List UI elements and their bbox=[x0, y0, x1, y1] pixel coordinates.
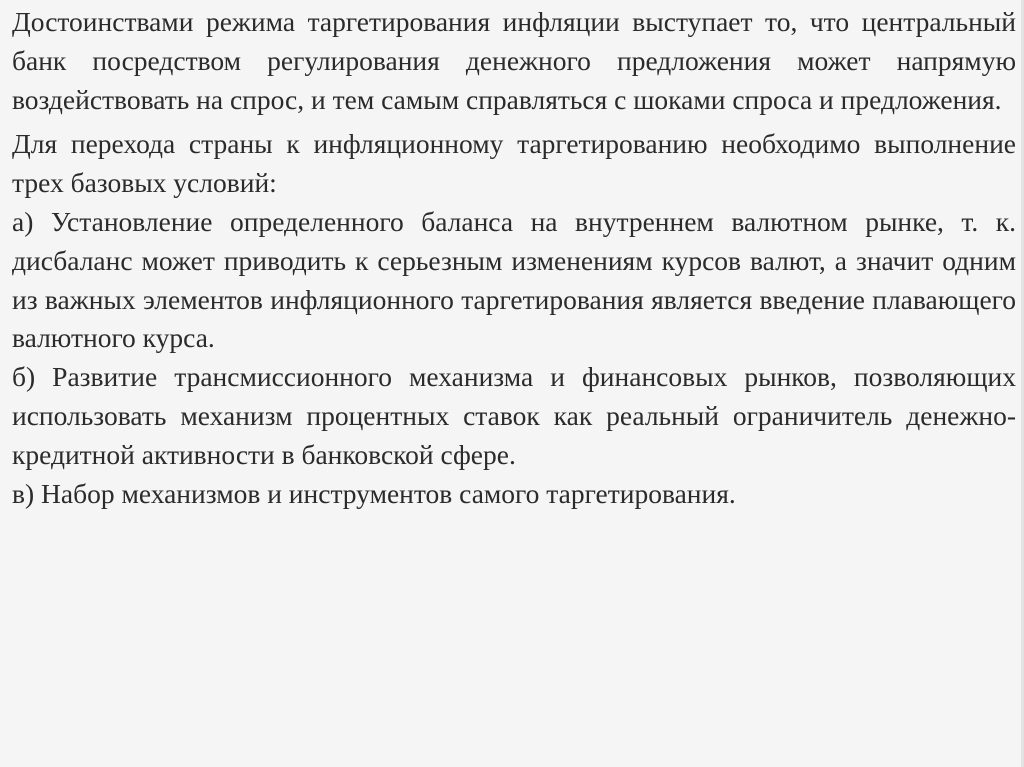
list-item-a: а) Установление определенного баланса на внутреннем валютном рынке, т. к. дисбаланс может приводить к серьезным изменениям курсов валют, а значит одним из важных элементов инфляционного таргетирования является введение плавающего валютного курса. bbox=[12, 205, 1016, 354]
list-item-c: в) Набор механизмов и инструментов самого таргетирования. bbox=[12, 477, 736, 509]
document-body bbox=[12, 3, 1016, 513]
list-item-b: б) Развитие трансмиссионного механизма и финансовых рынков, позволяющих использовать механизм процентных ставок как реальный ограничитель денежно-кредитной активности в банковской сфере. bbox=[12, 361, 1016, 470]
paragraph-conditions-intro: Для перехода страны к инфляционному таргетированию необходимо выполнение трех базовых условий: bbox=[12, 128, 1016, 199]
paragraph-advantages: Достоинствами режима таргетирования инфляции выступает то, что центральный банк посредством регулирования денежного предложения может напрямую воздействовать на спрос, и тем самым справляться с шоками спроса и предложения. bbox=[12, 6, 1016, 115]
